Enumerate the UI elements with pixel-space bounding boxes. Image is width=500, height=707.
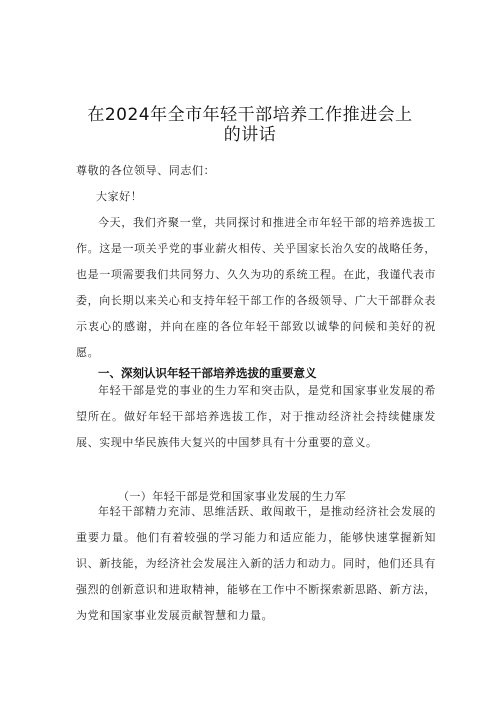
section-heading-1: 一、深刻认识年轻干部培养选拔的重要意义 xyxy=(98,366,317,380)
greeting: 大家好！ xyxy=(96,190,143,203)
paragraph-intro: 今天，我们齐聚一堂，共同探讨和推进全市年轻干部的培养选拔工作。这是一项关乎党的事业薪火相传、关乎国家长治久安的战略任务，也是一项需要我们共同努力、久久为功的系统工程。在此，我谨代表市委，向长期以来关心和支持年轻干部工作的各级领导、广大干部群众表示衷心的感谢，并向在座的各位年轻干部致以诚挚的问候和美好的祝愿。 xyxy=(76,216,436,359)
document-title-line-1: 在2024年全市年轻干部培养工作推进会上 xyxy=(87,105,413,125)
paragraph-significance: 年轻干部是党的事业的生力军和突击队，是党和国家事业发展的希望所在。做好年轻干部培养选拔工作，对于推动经济社会持续健康发展、实现中华民族伟大复兴的中国梦具有十分重要的意义。 xyxy=(76,384,436,449)
document-title-line-2: 的讲话 xyxy=(223,125,277,145)
paragraph-vital-force: 年轻干部精力充沛、思维活跃、敢闯敢干，是推动经济社会发展的重要力量。他们有着较强的学习能力和适应能力，能够快速掌握新知识、新技能，为经济社会发展注入新的活力和动力。同时，他们还具有强烈的创新意识和进取精神，能够在工作中不断探索新思路、新方法，为党和国家事业发展贡献智慧和力量。 xyxy=(76,505,436,622)
subsection-heading-1: （一）年轻干部是党和国家事业发展的生力军 xyxy=(118,490,346,503)
salutation: 尊敬的各位领导、同志们： xyxy=(76,164,216,177)
